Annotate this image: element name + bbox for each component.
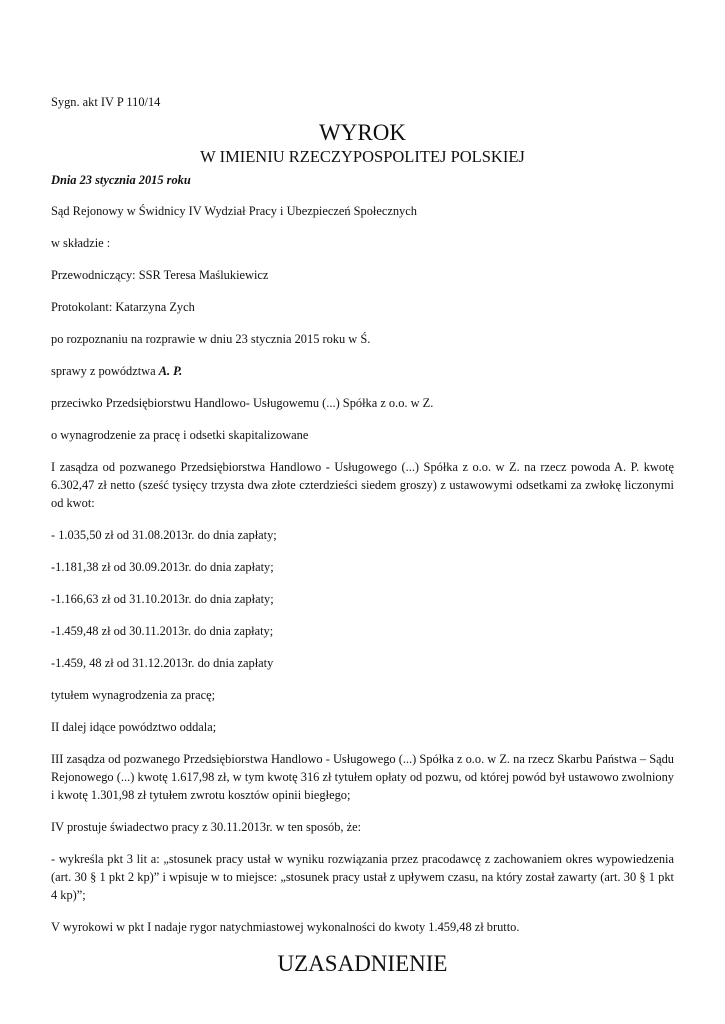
point-v: V wyrokowi w pkt I nadaje rygor natychmiastowej wykonalności do kwoty 1.459,48 zł brutto. [51,920,520,934]
presiding-judge: Przewodniczący: SSR Teresa Maślukiewicz [51,268,269,282]
judgment-date: Dnia 23 stycznia 2015 roku [51,173,191,187]
composition-label: w składzie : [51,236,111,250]
court-name: Sąd Rejonowy w Świdnicy IV Wydział Pracy i Ubezpieczeń Społecznych [51,204,417,218]
amount-item: -1.166,63 zł od 31.10.2013r. do dnia zapłaty; [51,592,274,606]
point-iii: III zasądza od pozwanego Przedsiębiorstwa Handlowo - Usługowego (...) Spółka z o.o. w Z. na rzecz Skarbu Państwa – Sądu Rejonowego (...) kwotę 1.617,98 zł, w tym kwotę 316 zł tytułem opłaty od pozwu, od której powód był ustawowo zwolniony i kwotę 1.301,98 zł tytułem zwrotu kosztów opinii biegłego; [51,752,674,802]
court-clerk: Protokolant: Katarzyna Zych [51,300,195,314]
subject-line: o wynagrodzenie za pracę i odsetki skapitalizowane [51,428,309,442]
defendant-line: przeciwko Przedsiębiorstwu Handlowo- Usługowemu (...) Spółka z o.o. w Z. [51,396,434,410]
justification-heading: UZASADNIENIE [277,951,448,976]
amount-item: - 1.035,50 zł od 31.08.2013r. do dnia zapłaty; [51,528,277,542]
claim-line [51,362,674,380]
hearing-info: po rozpoznaniu na rozprawie w dniu 23 stycznia 2015 roku w Ś. [51,332,371,346]
claim-prefix: sprawy z powództwa [51,364,159,378]
claimant-name: A. P. [158,364,183,378]
payment-title: tytułem wynagrodzenia za pracę; [51,688,216,702]
case-number: Sygn. akt IV P 110/14 [51,95,161,109]
point-ii: II dalej idące powództwo oddala; [51,720,217,734]
judgment-subtitle: W IMIENIU RZECZYPOSPOLITEJ POLSKIEJ [200,147,525,166]
point-i: I zasądza od pozwanego Przedsiębiorstwa Handlowo - Usługowego (...) Spółka z o.o. w Z. na rzecz powoda A. P. kwotę 6.302,47 zł netto (sześć tysięcy trzysta dwa złote czterdzieści siedem groszy) z ustawowymi odsetkami za zwłokę liczonymi od kwot: [51,460,674,510]
amount-item: -1.459, 48 zł od 31.12.2013r. do dnia zapłaty [51,656,274,670]
amount-item: -1.181,38 zł od 30.09.2013r. do dnia zapłaty; [51,560,274,574]
amount-item: -1.459,48 zł od 30.11.2013r. do dnia zapłaty; [51,624,274,638]
point-iv-detail: - wykreśla pkt 3 lit a: „stosunek pracy ustał w wyniku rozwiązania przez pracodawcę z zachowaniem okres wypowiedzenia (art. 30 § 1 pkt 2 kp)” i wpisuje w to miejsce: „stosunek pracy ustał z upływem czasu, na który został zawarty (art. 30 § 1 pkt 4 kp)”; [51,852,674,902]
point-iv: IV prostuje świadectwo pracy z 30.11.2013r. w ten sposób, że: [51,820,362,834]
judgment-title: WYROK [319,120,406,145]
